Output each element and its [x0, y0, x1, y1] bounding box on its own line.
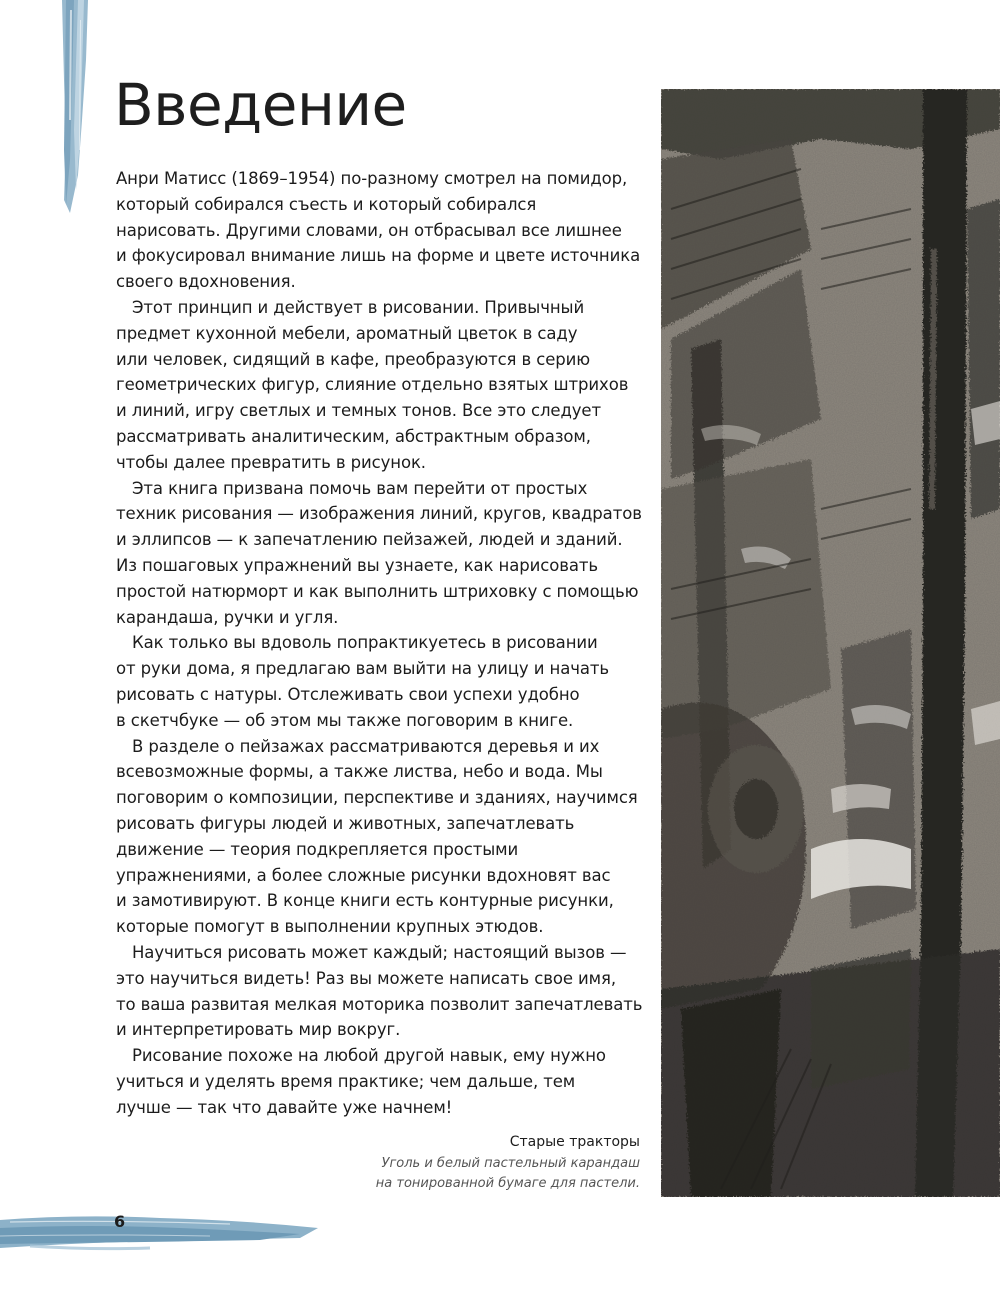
text-line: рисовать с натуры. Отслеживать свои успехи удобно — [116, 684, 580, 704]
paragraph-5 — [116, 734, 650, 940]
text-line: Рисование похоже на любой другой навык, ему нужно — [132, 1046, 606, 1066]
text-line: движение — теория подкрепляется простыми — [116, 839, 519, 859]
text-line: и фокусировал внимание лишь на форме и цвете источника — [116, 246, 641, 266]
text-line: рисовать фигуры людей и животных, запечатлевать — [116, 813, 575, 833]
page-number: 6 — [114, 1212, 126, 1231]
text-line: простой натюрморт и как выполнить штриховку с помощью — [116, 581, 639, 601]
text-line: который собирался съесть и который собирался — [116, 194, 537, 214]
text-line: В разделе о пейзажах рассматриваются деревья и их — [132, 736, 600, 756]
text-line: Этот принцип и действует в рисовании. Привычный — [132, 297, 585, 317]
paragraph-2 — [116, 295, 650, 476]
text-line: всевозможные формы, а также листва, небо и вода. Мы — [116, 762, 603, 782]
text-line: поговорим о композиции, перспективе и зданиях, научимся — [116, 788, 638, 808]
text-line: в скетчбуке — об этом мы также поговорим в книге. — [116, 710, 574, 730]
text-line: Из пошаговых упражнений вы узнаете, как нарисовать — [116, 555, 598, 575]
paragraph-1 — [116, 166, 650, 295]
text-line: своего вдохновения. — [116, 272, 296, 292]
caption-title: Старые тракторы — [509, 1134, 640, 1150]
text-line: Эта книга призвана помочь вам перейти от простых — [132, 478, 588, 498]
text-line: и замотивируют. В конце книги есть контурные рисунки, — [116, 891, 614, 911]
body-text — [116, 166, 650, 1120]
text-line: Анри Матисс (1869–1954) по-разному смотрел на помидор, — [116, 169, 628, 188]
text-line: Научиться рисовать может каждый; настоящий вызов — — [132, 942, 627, 962]
caption-medium-line: на тонированной бумаге для пастели. — [375, 1176, 640, 1191]
text-line: и эллипсов — к запечатлению пейзажей, людей и зданий. — [116, 530, 623, 550]
paragraph-7 — [116, 1043, 650, 1120]
text-line: или человек, сидящий в кафе, преобразуются в серию — [116, 349, 591, 369]
brush-stroke-bottom-left — [0, 1198, 320, 1260]
brush-stroke-top-left — [0, 0, 90, 215]
text-line: Как только вы вдоволь попрактикуетесь в рисовании — [132, 633, 598, 653]
artwork-caption — [376, 1132, 640, 1194]
paragraph-3 — [116, 476, 650, 631]
text-line: карандаша, ручки и угля. — [116, 607, 339, 627]
page-title: Введение — [114, 71, 407, 139]
text-line: и линий, игру светлых и темных тонов. Все это следует — [116, 401, 601, 421]
text-line: рассматривать аналитическим, абстрактным образом, — [116, 426, 591, 446]
text-line: то ваша развитая мелкая моторика позволит запечатлевать — [116, 994, 643, 1014]
text-line: учиться и уделять время практике; чем дальше, тем — [116, 1071, 576, 1091]
text-line: чтобы далее превратить в рисунок. — [116, 452, 426, 472]
text-line: от руки дома, я предлагаю вам выйти на улицу и начать — [116, 659, 610, 679]
text-line: геометрических фигур, слияние отдельно взятых штрихов — [116, 375, 629, 395]
paragraph-4 — [116, 630, 650, 733]
paragraph-6 — [116, 940, 650, 1043]
text-line: упражнениями, а более сложные рисунки вдохновят вас — [116, 865, 611, 885]
text-line: которые помогут в выполнении крупных этюдов. — [116, 917, 544, 937]
caption-medium-line: Уголь и белый пастельный карандаш — [381, 1156, 640, 1171]
text-line: нарисовать. Другими словами, он отбрасывал все лишнее — [116, 220, 622, 240]
text-line: техник рисования — изображения линий, кругов, квадратов — [116, 504, 642, 524]
artwork-old-tractors — [661, 89, 1000, 1197]
text-line: лучше — так что давайте уже начнем! — [116, 1097, 453, 1117]
text-line: и интерпретировать мир вокруг. — [116, 1020, 401, 1040]
text-line: предмет кухонной мебели, ароматный цветок в саду — [116, 323, 578, 343]
text-line: это научиться видеть! Раз вы можете написать свое имя, — [116, 968, 616, 988]
